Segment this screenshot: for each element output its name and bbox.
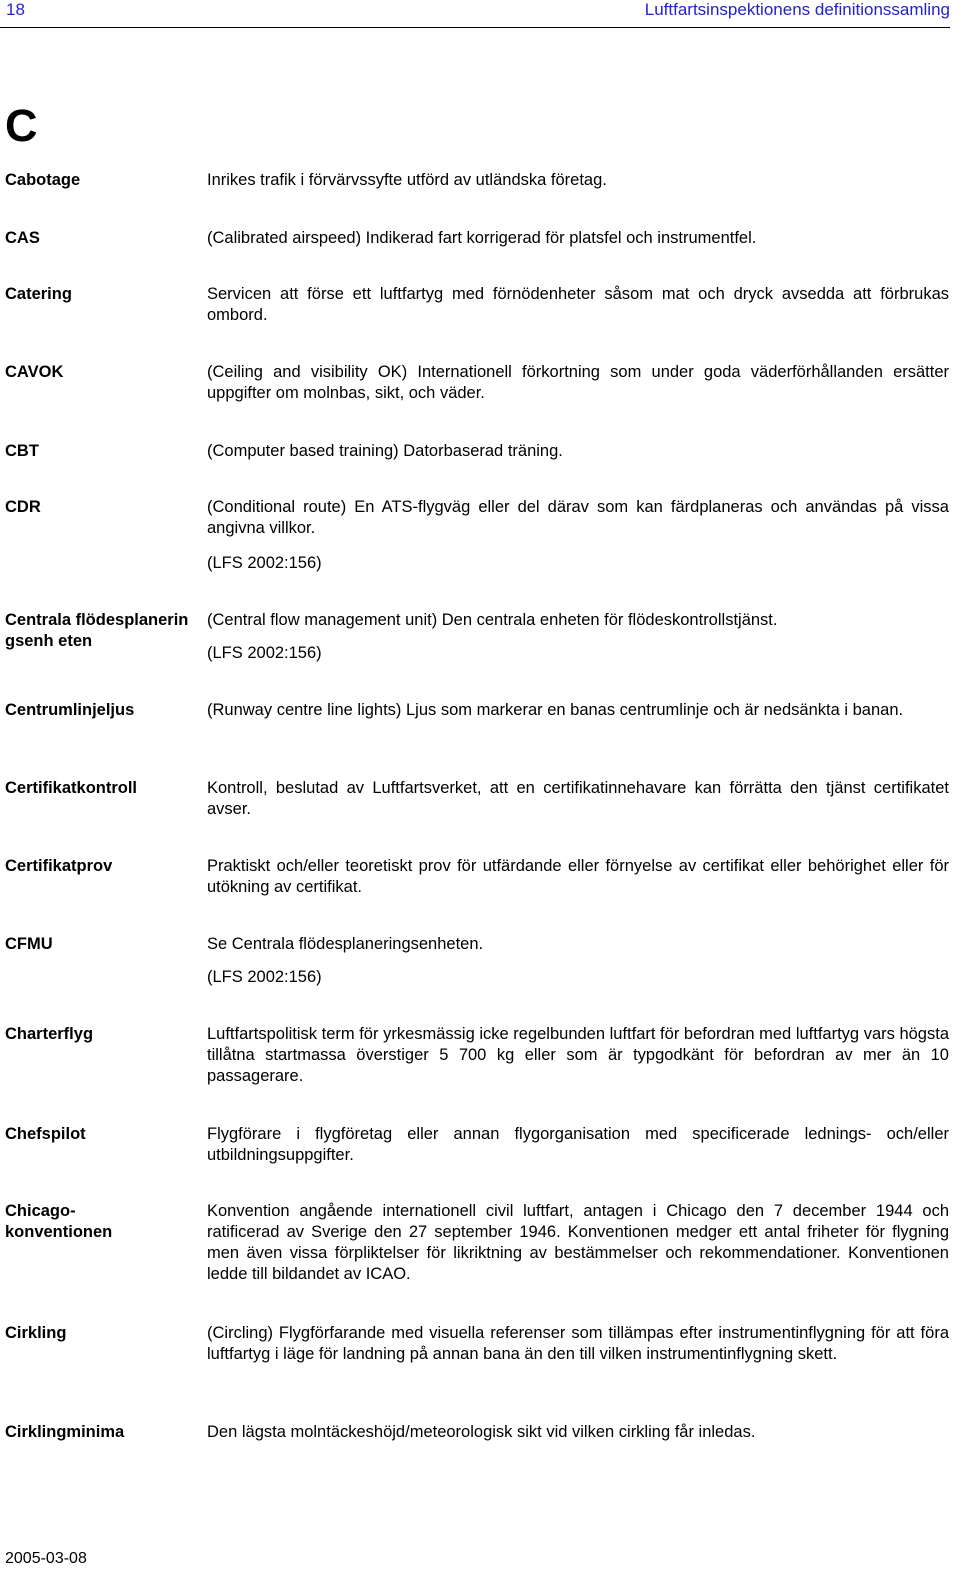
definition-cirklingminima: Den lägsta molntäckeshöjd/meteorologisk sikt vid vilken cirkling får inledas. xyxy=(207,1423,756,1441)
definition-certifikatprov: Praktiskt och/eller teoretiskt prov för utfärdande eller förnyelse av certifikat eller behörighet eller för utökning av certifikat. xyxy=(207,857,949,896)
term-certifikatprov: Certifikatprov xyxy=(5,857,113,875)
reference-centrala-flodesplaneringsenheten: (LFS 2002:156) xyxy=(207,644,322,662)
term-centrumlinjeljus: Centrumlinjeljus xyxy=(5,701,135,719)
term-cabotage: Cabotage xyxy=(5,171,81,189)
page-number: 18 xyxy=(6,0,25,19)
term-certifikatkontroll: Certifikatkontroll xyxy=(5,779,138,797)
term-cbt: CBT xyxy=(5,442,39,460)
definition-centrumlinjeljus: (Runway centre line lights) Ljus som markerar en banas centrumlinje och är nedsänkta i banan. xyxy=(207,701,904,719)
definition-cabotage: Inrikes trafik i förvärvssyfte utförd av utländska företag. xyxy=(207,171,607,189)
definition-cdr: (Conditional route) En ATS-flygväg eller del därav som kan färdplaneras och användas på vissa angivna villkor. xyxy=(207,498,949,537)
section-letter: C xyxy=(5,100,38,151)
definition-cirkling: (Circling) Flygförfarande med visuella referenser som tillämpas efter instrumentinflygning för att föra luftfartyg i läge för landning på annan bana än den till vilken instrumentinflygning skett. xyxy=(207,1324,949,1363)
term-chefspilot: Chefspilot xyxy=(5,1125,86,1143)
definition-chicago-konventionen: Konvention angående internationell civil luftfart, antagen i Chicago den 7 december 1944 och ratificerad av Sverige den 27 september 1946. Konventionen medger ett antal friheter för flygning men även vissa förpliktelser för likriktning av bestämmelser och rekommendationer. Konventionen ledde till bildandet av ICAO. xyxy=(207,1202,949,1283)
term-catering: Catering xyxy=(5,285,72,303)
definition-certifikatkontroll: Kontroll, beslutad av Luftfartsverket, att en certifikatinnehavare kan förrätta den tjänst certifikatet avser. xyxy=(207,779,949,818)
definition-cavok: (Ceiling and visibility OK) Internationell förkortning som under goda väderförhållanden ersätter uppgifter om molnbas, sikt, och väder. xyxy=(207,363,949,402)
definition-charterflyg: Luftfartspolitisk term för yrkesmässig icke regelbunden luftfart för befordran med luftfartyg vars högsta tillåtna startmassa överstiger 5 700 kg eller som är typgodkänt för befordran av mer än 10 passagerare. xyxy=(207,1025,949,1085)
definition-centrala-flodesplaneringsenheten: (Central flow management unit) Den centrala enheten för flödeskontrollstjänst. xyxy=(207,611,778,629)
term-cirklingminima: Cirklingminima xyxy=(5,1423,125,1441)
term-centrala-flodesplaneringsenheten: Centrala flödesplaneringsenh eten xyxy=(5,611,189,650)
term-cdr: CDR xyxy=(5,498,41,516)
definition-cfmu: Se Centrala flödesplaneringsenheten. xyxy=(207,935,484,953)
reference-cdr: (LFS 2002:156) xyxy=(207,554,322,572)
definition-cas: (Calibrated airspeed) Indikerad fart korrigerad för platsfel och instrumentfel. xyxy=(207,229,757,247)
term-chicago-konventionen: Chicago-konventionen xyxy=(5,1202,113,1241)
term-cfmu: CFMU xyxy=(5,935,53,953)
term-cirkling: Cirkling xyxy=(5,1324,67,1342)
definition-cbt: (Computer based training) Datorbaserad träning. xyxy=(207,442,563,460)
running-title: Luftfartsinspektionens definitionssamling xyxy=(644,0,950,19)
definition-chefspilot: Flygförare i flygföretag eller annan flygorganisation med specificerade lednings- och/eller utbildningsuppgifter. xyxy=(207,1125,949,1164)
term-cas: CAS xyxy=(5,229,40,247)
term-cavok: CAVOK xyxy=(5,363,64,381)
definition-catering: Servicen att förse ett luftfartyg med förnödenheter såsom mat och dryck avsedda att förbrukas ombord. xyxy=(207,285,949,324)
reference-cfmu: (LFS 2002:156) xyxy=(207,968,322,986)
page-header xyxy=(0,0,950,28)
term-charterflyg: Charterflyg xyxy=(5,1025,94,1043)
footer-date: 2005-03-08 xyxy=(5,1550,87,1567)
